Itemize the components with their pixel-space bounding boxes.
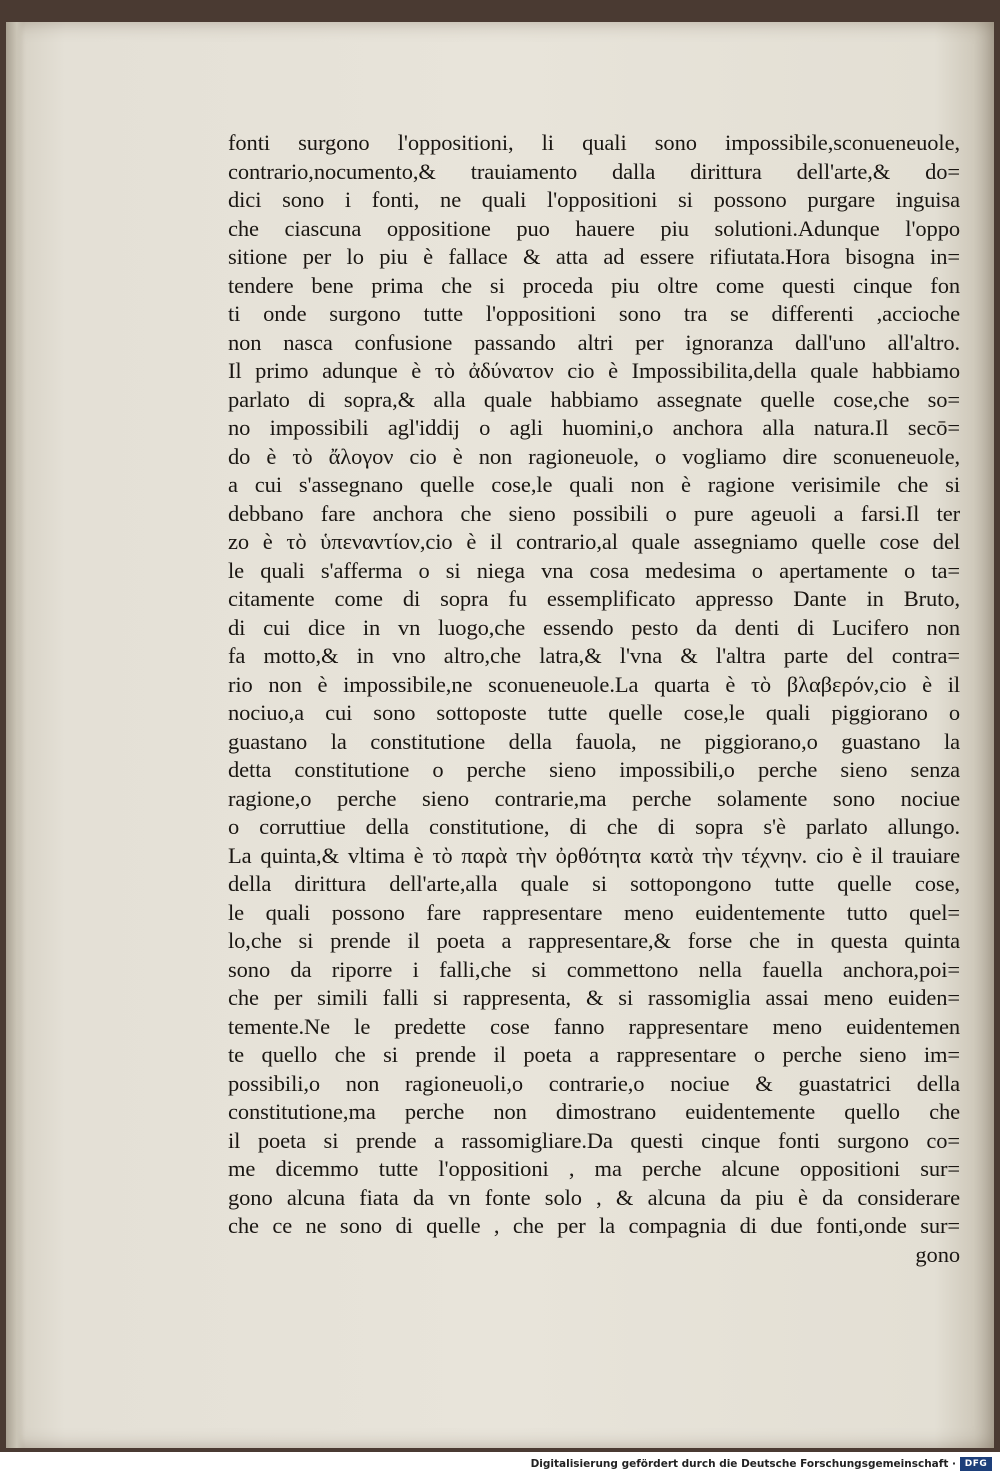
text-line: sitione per lo piu è fallace & atta ad essere rifiutata.Hora bisogna in= bbox=[228, 244, 960, 269]
text-line: no impossibili agl'iddij o agli huomini,o anchora alla natura.Il secō= bbox=[228, 415, 960, 440]
text-line: della dirittura dell'arte,alla quale si sottopongono tutte quelle cose, bbox=[228, 871, 960, 896]
funding-notice: Digitalisierung gefördert durch die Deutsche Forschungsgemeinschaft · bbox=[530, 1458, 956, 1470]
text-line: contrario,nocumento,& trauiamento dalla dirittura dell'arte,& do= bbox=[228, 158, 960, 184]
text-line: detta constitutione o perche sieno impossibili,o perche sieno senza bbox=[228, 757, 960, 782]
text-line: che per simili falli si rappresenta, & si rassomiglia assai meno euiden= bbox=[228, 985, 960, 1010]
text-line: che ciascuna oppositione puo hauere piu solutioni.Adunque l'oppo bbox=[228, 215, 960, 241]
text-line: rio non è impossibile,ne sconueneuole.La quarta è τὸ βλαβερόν,cio è il bbox=[228, 671, 960, 697]
text-line: me dicemmo tutte l'oppositioni , ma perche alcune oppositioni sur= bbox=[228, 1156, 960, 1181]
text-line: do è τὸ ἄλογον cio è non ragioneuole, o vogliamo dire sconueneuole, bbox=[228, 443, 960, 469]
text-line: le quali s'afferma o si niega vna cosa medesima o apertamente o ta= bbox=[228, 557, 960, 583]
text-line: zo è τὸ ὑπεναντίον,cio è il contrario,al quale assegniamo quelle cose del bbox=[228, 529, 960, 554]
text-line: ti onde surgono tutte l'oppositioni sono tra se differenti ,accioche bbox=[228, 301, 960, 326]
text-line: lo,che si prende il poeta a rappresentare,& forse che in questa quinta bbox=[228, 928, 960, 953]
text-line: nociuo,a cui sono sottoposte tutte quelle cose,le quali piggiorano o bbox=[228, 700, 960, 725]
text-line: dici sono i fonti, ne quali l'oppositioni si possono purgare inguisa bbox=[228, 187, 960, 212]
text-line: possibili,o non ragioneuoli,o contrarie,o nociue & guastatrici della bbox=[228, 1070, 960, 1096]
text-line: tendere bene prima che si proceda piu oltre come questi cinque fon bbox=[228, 272, 960, 298]
text-line: Il primo adunque è τὸ ἀδύνατον cio è Impossibilita,della quale habbiamo bbox=[228, 358, 960, 383]
text-line: o corruttiue della constitutione, di che di sopra s'è parlato allungo. bbox=[228, 814, 960, 839]
text-line: a cui s'assegnano quelle cose,le quali non è ragione verisimile che si bbox=[228, 472, 960, 497]
text-line: parlato di sopra,& alla quale habbiamo assegnate quelle cose,che so= bbox=[228, 386, 960, 412]
text-line: citamente come di sopra fu essemplificato appresso Dante in Bruto, bbox=[228, 586, 960, 611]
text-line: fonti surgono l'oppositioni, li quali sono impossibile,sconueneuole, bbox=[228, 130, 960, 155]
text-line: sono da riporre i falli,che si commettono nella fauella anchora,poi= bbox=[228, 956, 960, 982]
text-line: constitutione,ma perche non dimostrano euidentemente quello che bbox=[228, 1099, 960, 1124]
text-line: fa motto,& in vno altro,che latra,& l'vna & l'altra parte del contra= bbox=[228, 643, 960, 668]
text-line: il poeta si prende a rassomigliare.Da questi cinque fonti surgono co= bbox=[228, 1127, 960, 1153]
text-line: ragione,o perche sieno contrarie,ma perche solamente sono nociue bbox=[228, 785, 960, 811]
text-line: le quali possono fare rappresentare meno euidentemente tutto quel= bbox=[228, 899, 960, 925]
text-line: di cui dice in vn luogo,che essendo pesto da denti di Lucifero non bbox=[228, 614, 960, 640]
dfg-logo: DFG bbox=[960, 1457, 992, 1471]
text-line: debbano fare anchora che sieno possibili o pure ageuoli a farsi.Il ter bbox=[228, 500, 960, 526]
page-gutter-shadow bbox=[6, 22, 24, 1448]
text-line: temente.Ne le predette cose fanno rappresentare meno euidentemen bbox=[228, 1013, 960, 1039]
text-line: guastano la constitutione della fauola, ne piggiorano,o guastano la bbox=[228, 728, 960, 754]
catchword: gono bbox=[915, 1241, 960, 1267]
text-line: gono alcuna fiata da vn fonte solo , & alcuna da piu è da considerare bbox=[228, 1184, 960, 1210]
footer-bar bbox=[0, 1452, 1000, 1479]
text-line: che ce ne sono di quelle , che per la compagnia di due fonti,onde sur= bbox=[228, 1213, 960, 1238]
text-line: te quello che si prende il poeta a rappresentare o perche sieno im= bbox=[228, 1042, 960, 1067]
text-line: La quinta,& vltima è τὸ παρὰ τὴν ὀρθότητα κατὰ τὴν τέχνην. cio è il trauiare bbox=[228, 842, 960, 868]
text-line: non nasca confusione passando altri per ignoranza dall'uno all'altro. bbox=[228, 329, 960, 355]
